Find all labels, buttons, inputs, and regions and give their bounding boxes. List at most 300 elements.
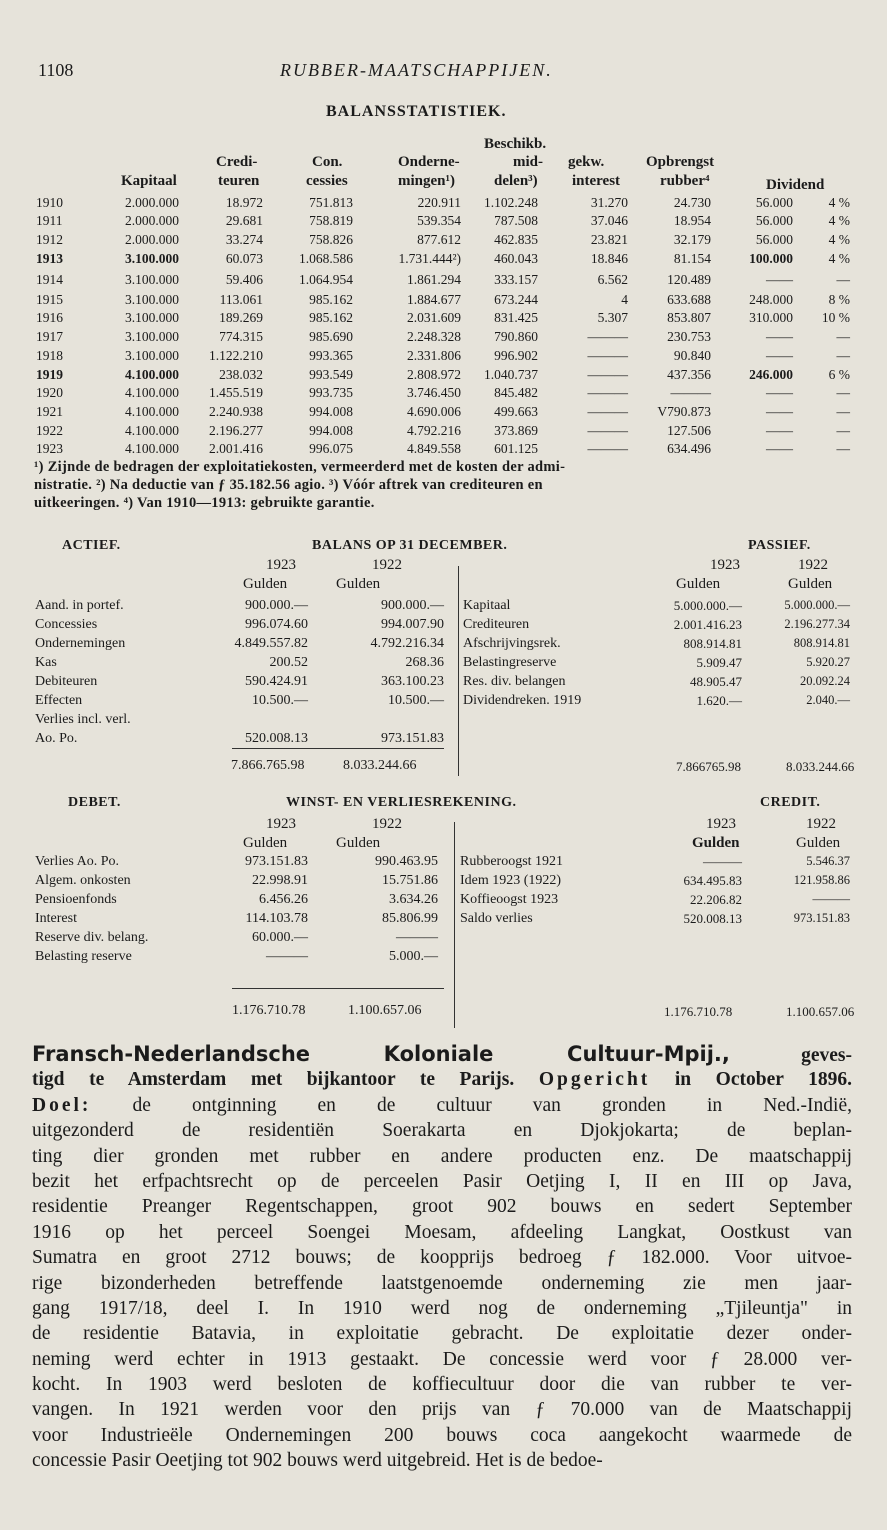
winst-unit-1: Gulden	[243, 835, 288, 851]
stats-cell-year: 1922	[36, 423, 63, 438]
winst-left-value-2: ———	[396, 930, 438, 945]
stats-cell-dividend-pct: 10 %	[821, 310, 850, 325]
stats-cell-beschikb: 462.835	[494, 232, 538, 247]
stats-cell-concessies: 758.826	[309, 232, 353, 247]
winst-year-4: 1922	[806, 816, 836, 832]
stats-cell-rubber: 18.954	[673, 213, 711, 228]
actief-title: ACTIEF.	[62, 538, 121, 553]
stats-row	[0, 367, 887, 385]
winst-left-label: Interest	[35, 911, 77, 926]
winst-left-row	[0, 949, 887, 967]
balans-unit-2: Gulden	[336, 576, 381, 592]
balans-right-row	[0, 617, 887, 635]
stats-cell-interest: 5.307	[597, 310, 628, 325]
stats-cell-concessies: 994.008	[309, 423, 353, 438]
paragraph-text: geves-	[729, 1045, 852, 1066]
stats-cell-kapitaal: 4.100.000	[125, 385, 179, 400]
col-credit-1: Credi-	[216, 154, 258, 170]
balans-left-label: Effecten	[35, 693, 83, 708]
balans-right-row	[0, 655, 887, 673]
balans-right-value-2: 5.000.000.—	[784, 598, 850, 612]
stats-cell-rubber: 437.356	[667, 367, 711, 382]
stats-cell-dividend-pct: 6 %	[828, 367, 850, 382]
balans-total-right-2: 8.033.244.66	[786, 759, 855, 774]
winst-right-label: Idem 1923 (1922)	[460, 873, 562, 888]
winst-right-row	[0, 892, 887, 910]
stats-cell-dividend-amount: ——	[766, 404, 793, 419]
winst-left-value-2: 3.634.26	[389, 892, 438, 907]
balans-total-left-1: 7.866.765.98	[231, 758, 305, 773]
winst-total-left-2: 1.100.657.06	[348, 1003, 422, 1018]
stats-cell-concessies: 758.819	[309, 213, 353, 228]
stats-cell-ondernemingen: 2.808.972	[407, 367, 461, 382]
stats-row	[0, 292, 887, 310]
stats-cell-dividend-amount: 248.000	[749, 292, 793, 307]
stats-cell-ondernemingen: 1.884.677	[407, 292, 461, 307]
stats-cell-crediteuren: 2.240.938	[209, 404, 263, 419]
stats-row	[0, 329, 887, 347]
stats-cell-kapitaal: 3.100.000	[125, 272, 179, 287]
stats-cell-kapitaal: 4.100.000	[125, 423, 179, 438]
stats-cell-dividend-amount: 310.000	[749, 310, 793, 325]
balans-left-value-1: 4.849.557.82	[234, 636, 308, 651]
balans-right-label: Afschrijvingsrek.	[463, 636, 561, 651]
debet-title: DEBET.	[68, 795, 121, 810]
winst-right-value-2: 5.546.37	[806, 854, 850, 868]
stats-cell-rubber: ———	[670, 385, 711, 400]
stats-cell-beschikb: 499.663	[494, 404, 538, 419]
company-description	[32, 1042, 852, 1474]
stats-cell-dividend-amount: 246.000	[749, 367, 793, 382]
stats-cell-beschikb: 333.157	[494, 272, 538, 287]
stats-cell-ondernemingen: 2.031.609	[407, 310, 461, 325]
paragraph-text: rige bizonderheden betreffende laatstgenoemde onderneming zie men jaar-	[32, 1272, 852, 1294]
balans-left-label: Aand. in portef.	[35, 598, 124, 613]
company-name: Fransch-Nederlandsche Koloniale Cultuur-Mpij.,	[32, 1042, 730, 1066]
winst-left-value-1: 60.000.—	[252, 930, 308, 945]
col-onderne-2: mingen¹)	[398, 173, 455, 189]
stats-cell-dividend-pct: —	[836, 272, 850, 287]
winst-right-value-2: 973.151.83	[793, 911, 850, 925]
stats-cell-rubber: 634.496	[667, 441, 711, 456]
winst-left-value-1: 22.998.91	[252, 873, 308, 888]
winst-left-value-1: ———	[266, 949, 308, 964]
stats-cell-beschikb: 790.860	[494, 329, 538, 344]
stats-cell-crediteuren: 2.001.416	[209, 441, 263, 456]
stats-row	[0, 251, 887, 269]
stats-cell-crediteuren: 59.406	[225, 272, 263, 287]
winst-right-label: Rubberoogst 1921	[460, 854, 564, 869]
winst-year-2: 1922	[372, 816, 402, 832]
stats-cell-year: 1914	[36, 272, 63, 287]
balans-right-label: Res. div. belangen	[463, 674, 566, 689]
winst-right-value-2: 121.958.86	[793, 873, 850, 887]
stats-cell-interest: 31.270	[590, 195, 628, 210]
stats-cell-dividend-pct: —	[836, 348, 850, 363]
stats-cell-crediteuren: 1.455.519	[209, 385, 263, 400]
stats-cell-beschikb: 831.425	[494, 310, 538, 325]
balans-left-value-2: 900.000.—	[381, 598, 444, 613]
stats-cell-dividend-pct: 4 %	[828, 213, 850, 228]
balans-right-value-1: 5.000.000.—	[673, 598, 742, 613]
winst-left-value-2: 990.463.95	[375, 854, 438, 869]
stats-cell-kapitaal: 4.100.000	[125, 404, 179, 419]
winst-left-value-1: 973.151.83	[245, 854, 308, 869]
balans-right-value-2: 2.196.277.34	[784, 617, 850, 631]
stats-cell-concessies: 994.008	[309, 404, 353, 419]
winst-right-row	[0, 873, 887, 891]
stats-cell-interest: 23.821	[590, 232, 628, 247]
stats-cell-beschikb: 1.102.248	[484, 195, 538, 210]
balans-year-3: 1923	[710, 557, 740, 573]
paragraph-text: uitgezonderd de residentiën Soerakarta en Djokjokarta; de beplan-	[32, 1120, 852, 1142]
winst-left-label: Belasting reserve	[35, 949, 132, 964]
stats-cell-year: 1919	[36, 367, 63, 382]
stats-cell-dividend-pct: —	[836, 441, 850, 456]
paragraph-text: gang 1917/18, deel I. In 1910 werd nog de onderneming „Tjileuntja" in	[32, 1297, 852, 1319]
stats-cell-rubber: 32.179	[673, 232, 711, 247]
balans-left-value-2: 994.007.90	[381, 617, 444, 632]
stats-cell-concessies: 985.690	[309, 329, 353, 344]
stats-cell-interest: 37.046	[590, 213, 628, 228]
paragraph-text: residentie Preanger Regentschappen, groot 902 bouws en sedert September	[32, 1196, 852, 1218]
winst-left-label: Reserve div. belang.	[35, 930, 149, 945]
stats-cell-year: 1920	[36, 385, 63, 400]
paragraph-text: Sumatra en groot 2712 bouws; de koopprijs bedroeg ƒ 182.000. Voor uitvoe-	[32, 1247, 852, 1269]
balans-right-value-2: 2.040.—	[806, 693, 850, 707]
stats-cell-year: 1917	[36, 329, 63, 344]
stats-cell-concessies: 996.075	[309, 441, 353, 456]
stats-cell-dividend-amount: ——	[766, 385, 793, 400]
stats-cell-interest: 6.562	[597, 272, 628, 287]
balans-left-value-1: 520.008.13	[245, 731, 308, 746]
stats-cell-kapitaal: 3.100.000	[125, 292, 179, 307]
stats-cell-beschikb: 601.125	[494, 441, 538, 456]
balans-right-row	[0, 674, 887, 692]
balans-right-label: Belastingreserve	[463, 655, 557, 670]
paragraph-text: ting dier gronden met rubber en andere producten enz. De maatschappij	[32, 1145, 852, 1167]
col-con-1: Con.	[312, 154, 343, 170]
stats-cell-rubber: 90.840	[673, 348, 711, 363]
paragraph-line	[32, 1271, 852, 1296]
stats-cell-kapitaal: 2.000.000	[125, 195, 179, 210]
balans-right-value-1: 48.905.47	[690, 674, 742, 689]
footnote-line-2: nistratie. ²) Na deductie van ƒ 35.182.56 agio. ³) Vóór aftrek van crediteuren en	[34, 477, 543, 493]
stats-cell-dividend-amount: 100.000	[749, 251, 793, 266]
stats-cell-concessies: 751.813	[309, 195, 353, 210]
stats-cell-crediteuren: 1.122.210	[209, 348, 263, 363]
stats-cell-kapitaal: 3.100.000	[125, 251, 179, 266]
stats-cell-interest: 4	[621, 292, 628, 307]
balans-right-value-1: 808.914.81	[683, 636, 742, 651]
balans-total-right-1: 7.866765.98	[676, 759, 741, 774]
stats-cell-dividend-amount: ——	[766, 329, 793, 344]
stats-cell-dividend-pct: —	[836, 404, 850, 419]
stats-cell-interest: ———	[587, 329, 628, 344]
stats-row	[0, 232, 887, 250]
balans-left-label: Ao. Po.	[35, 731, 78, 746]
stats-cell-dividend-pct: —	[836, 385, 850, 400]
stats-cell-rubber: 120.489	[667, 272, 711, 287]
winst-total-right-1: 1.176.710.78	[664, 1004, 733, 1019]
stats-row	[0, 348, 887, 366]
winst-left-label: Verlies Ao. Po.	[35, 854, 119, 869]
winst-unit-2: Gulden	[336, 835, 381, 851]
stats-cell-dividend-pct: —	[836, 423, 850, 438]
balans-left-label: Verlies incl. verl.	[35, 712, 131, 727]
winst-title: WINST- EN VERLIESREKENING.	[286, 795, 517, 810]
stats-cell-rubber: 81.154	[673, 251, 711, 266]
winst-right-value-2: ———	[812, 892, 850, 906]
paragraph-line	[32, 1169, 852, 1194]
balans-left-value-2: 268.36	[405, 655, 444, 670]
stats-row	[0, 195, 887, 213]
winst-unit-4: Gulden	[796, 835, 841, 851]
stats-cell-rubber: 127.506	[667, 423, 711, 438]
stats-cell-crediteuren: 189.269	[219, 310, 263, 325]
winst-total-rule-left	[232, 988, 444, 989]
winst-left-value-2: 5.000.—	[389, 949, 438, 964]
stats-cell-dividend-pct: 4 %	[828, 251, 850, 266]
col-dividend: Dividend	[766, 177, 825, 193]
stats-cell-dividend-amount: ——	[766, 423, 793, 438]
paragraph-line	[32, 1245, 852, 1270]
page-number: 1108	[38, 60, 74, 80]
stats-cell-concessies: 993.365	[309, 348, 353, 363]
winst-unit-3: Gulden	[692, 835, 740, 851]
paragraph-line	[32, 1067, 852, 1092]
stats-cell-year: 1910	[36, 195, 63, 210]
balans-left-row	[0, 712, 887, 730]
winst-right-value-1: ———	[703, 854, 742, 869]
stats-title: BALANSSTATISTIEK.	[326, 103, 507, 120]
paragraph-text: kocht. In 1903 werd besloten de koffiecultuur door die van rubber te ver-	[32, 1374, 852, 1396]
stats-cell-year: 1911	[36, 213, 63, 228]
col-onderne-1: Onderne-	[398, 154, 460, 170]
stats-row	[0, 213, 887, 231]
balans-right-value-2: 808.914.81	[793, 636, 850, 650]
stats-cell-dividend-amount: ——	[766, 441, 793, 456]
stats-cell-dividend-pct: —	[836, 329, 850, 344]
stats-cell-year: 1912	[36, 232, 63, 247]
balans-right-value-2: 5.920.27	[806, 655, 850, 669]
winst-right-label: Koffieoogst 1923	[460, 892, 559, 907]
winst-right-value-1: 520.008.13	[683, 911, 742, 926]
col-beschikb-2: mid-	[513, 154, 543, 170]
stats-row	[0, 404, 887, 422]
balans-year-4: 1922	[798, 557, 828, 573]
winst-year-3: 1923	[706, 816, 736, 832]
balans-left-label: Concessies	[35, 617, 98, 632]
passief-title: PASSIEF.	[748, 538, 811, 553]
stats-cell-rubber: 633.688	[667, 292, 711, 307]
stats-cell-ondernemingen: 2.248.328	[407, 329, 461, 344]
balans-right-label: Kapitaal	[463, 598, 511, 613]
balans-unit-4: Gulden	[788, 576, 833, 592]
stats-cell-dividend-amount: 56.000	[755, 195, 793, 210]
stats-cell-ondernemingen: 539.354	[417, 213, 461, 228]
credit-title: CREDIT.	[760, 795, 821, 810]
col-credit-2: teuren	[218, 173, 260, 189]
stats-cell-crediteuren: 113.061	[219, 292, 263, 307]
paragraph-line	[32, 1144, 852, 1169]
stats-cell-beschikb: 1.040.737	[484, 367, 538, 382]
stats-cell-kapitaal: 2.000.000	[125, 213, 179, 228]
winst-total-left-1: 1.176.710.78	[232, 1003, 306, 1018]
stats-cell-beschikb: 996.902	[494, 348, 538, 363]
balans-right-label: Crediteuren	[463, 617, 530, 632]
running-title: RUBBER-MAATSCHAPPIJEN.	[280, 60, 553, 80]
stats-cell-kapitaal: 4.100.000	[125, 367, 179, 382]
col-con-2: cessies	[306, 173, 348, 189]
stats-cell-crediteuren: 2.196.277	[209, 423, 263, 438]
paragraph-line	[32, 1321, 852, 1346]
balans-left-row	[0, 731, 887, 749]
balans-right-value-1: 5.909.47	[696, 655, 742, 670]
paragraph-text: de ontginning en de cultuur van gronden in Ned.-Indië,	[91, 1094, 852, 1116]
balans-left-value-2: 363.100.23	[381, 674, 444, 689]
stats-row	[0, 441, 887, 459]
balans-left-label: Kas	[35, 655, 57, 670]
winst-left-label: Pensioenfonds	[35, 892, 117, 907]
stats-cell-interest: ———	[587, 348, 628, 363]
balans-left-value-1: 200.52	[269, 655, 308, 670]
paragraph-text: concessie Pasir Oeetjing tot 902 bouws werd uitgebreid. Het is de bedoe-	[32, 1450, 603, 1472]
stats-cell-interest: 18.846	[590, 251, 628, 266]
paragraph-line	[32, 1093, 852, 1118]
winst-left-value-1: 6.456.26	[259, 892, 308, 907]
stats-cell-crediteuren: 18.972	[225, 195, 263, 210]
stats-cell-crediteuren: 774.315	[219, 329, 263, 344]
balans-unit-1: Gulden	[243, 576, 288, 592]
stats-cell-dividend-pct: 8 %	[828, 292, 850, 307]
stats-cell-year: 1913	[36, 251, 63, 266]
winst-right-row	[0, 854, 887, 872]
balans-year-1: 1923	[266, 557, 296, 573]
stats-cell-ondernemingen: 1.861.294	[407, 272, 461, 287]
balans-left-label: Ondernemingen	[35, 636, 126, 651]
stats-cell-beschikb: 787.508	[494, 213, 538, 228]
stats-cell-year: 1923	[36, 441, 63, 456]
stats-cell-kapitaal: 3.100.000	[125, 310, 179, 325]
paragraph-text: vangen. In 1921 werden voor den prijs van ƒ 70.000 van de Maatschappij	[32, 1399, 852, 1421]
stats-cell-kapitaal: 3.100.000	[125, 348, 179, 363]
spaced-word: Opgericht	[538, 1069, 651, 1091]
winst-left-value-1: 114.103.78	[245, 911, 308, 926]
balans-left-label: Debiteuren	[35, 674, 98, 689]
stats-cell-ondernemingen: 3.746.450	[407, 385, 461, 400]
balans-right-label: Dividendreken. 1919	[463, 693, 582, 708]
balans-unit-3: Gulden	[676, 576, 721, 592]
stats-cell-ondernemingen: 877.612	[417, 232, 461, 247]
stats-cell-interest: ———	[587, 404, 628, 419]
col-kapitaal: Kapitaal	[121, 173, 177, 189]
stats-cell-interest: ———	[587, 385, 628, 400]
balans-left-value-2: 4.792.216.34	[370, 636, 444, 651]
paragraph-line	[32, 1118, 852, 1143]
stats-cell-ondernemingen: 4.690.006	[407, 404, 461, 419]
stats-cell-dividend-amount: 56.000	[755, 232, 793, 247]
winst-right-value-1: 634.495.83	[683, 873, 742, 888]
stats-cell-kapitaal: 2.000.000	[125, 232, 179, 247]
paragraph-line	[32, 1220, 852, 1245]
stats-cell-kapitaal: 4.100.000	[125, 441, 179, 456]
stats-cell-beschikb: 673.244	[494, 292, 538, 307]
balans-left-value-2: 10.500.—	[388, 693, 444, 708]
stats-cell-year: 1918	[36, 348, 63, 363]
paragraph-text: tigd te Amsterdam met bijkantoor te Parijs.	[32, 1069, 539, 1091]
winst-right-value-1: 22.206.82	[690, 892, 742, 907]
col-rubber-1: Opbrengst	[646, 154, 715, 170]
paragraph-text: bezit het erfpachtsrecht op de perceelen Pasir Oetjing I, II en III op Java,	[32, 1170, 852, 1192]
col-interest-2: interest	[572, 173, 621, 189]
stats-cell-year: 1915	[36, 292, 63, 307]
balans-left-value-1: 996.074.60	[245, 617, 308, 632]
stats-cell-dividend-pct: 4 %	[828, 232, 850, 247]
stats-cell-rubber: 853.807	[667, 310, 711, 325]
stats-cell-crediteuren: 60.073	[225, 251, 263, 266]
col-rubber-2: rubber⁴	[660, 173, 710, 189]
stats-cell-concessies: 1.068.586	[299, 251, 353, 266]
stats-cell-beschikb: 845.482	[494, 385, 538, 400]
stats-cell-ondernemingen: 2.331.806	[407, 348, 461, 363]
balans-right-row	[0, 693, 887, 711]
stats-cell-ondernemingen: 4.849.558	[407, 441, 461, 456]
winst-left-label: Algem. onkosten	[35, 873, 131, 888]
stats-cell-dividend-pct: 4 %	[828, 195, 850, 210]
stats-cell-concessies: 985.162	[309, 310, 353, 325]
spaced-word: Doel:	[32, 1094, 92, 1116]
stats-cell-concessies: 993.735	[309, 385, 353, 400]
paragraph-line	[32, 1296, 852, 1321]
stats-cell-concessies: 985.162	[309, 292, 353, 307]
winst-right-label: Saldo verlies	[460, 911, 533, 926]
stats-cell-kapitaal: 3.100.000	[125, 329, 179, 344]
paragraph-text: in October 1896.	[650, 1069, 852, 1091]
paragraph-line	[32, 1042, 852, 1067]
stats-cell-concessies: 1.064.954	[299, 272, 353, 287]
balans-title: BALANS OP 31 DECEMBER.	[312, 538, 508, 553]
stats-cell-rubber: 230.753	[667, 329, 711, 344]
footnote-line-3: uitkeeringen. ⁴) Van 1910—1913: gebruikte garantie.	[34, 495, 375, 511]
paragraph-text: voor Industrieële Ondernemingen 200 bouws coca aangekocht waarmede de	[32, 1424, 852, 1446]
stats-row	[0, 385, 887, 403]
stats-cell-year: 1921	[36, 404, 63, 419]
paragraph-text: 1916 op het perceel Soengei Moesam, afdeeling Langkat, Oostkust van	[32, 1221, 852, 1243]
stats-cell-concessies: 993.549	[309, 367, 353, 382]
stats-row	[0, 310, 887, 328]
winst-left-value-2: 85.806.99	[382, 911, 438, 926]
paragraph-line	[32, 1397, 852, 1422]
paragraph-line	[32, 1448, 852, 1473]
winst-right-row	[0, 911, 887, 929]
stats-cell-dividend-amount: ——	[766, 348, 793, 363]
balans-left-value-1: 590.424.91	[245, 674, 308, 689]
winst-total-right-2: 1.100.657.06	[786, 1004, 855, 1019]
stats-cell-ondernemingen: 1.731.444²)	[398, 251, 461, 266]
paragraph-text: neming werd echter in 1913 gestaakt. De concessie werd voor ƒ 28.000 ver-	[32, 1348, 852, 1370]
balans-year-2: 1922	[372, 557, 402, 573]
balans-right-value-2: 20.092.24	[800, 674, 850, 688]
stats-cell-interest: ———	[587, 423, 628, 438]
stats-cell-crediteuren: 33.274	[225, 232, 263, 247]
col-interest-1: gekw.	[568, 154, 605, 170]
winst-left-value-2: 15.751.86	[382, 873, 438, 888]
paragraph-line	[32, 1372, 852, 1397]
stats-cell-ondernemingen: 220.911	[417, 195, 461, 210]
balans-left-value-1: 900.000.—	[245, 598, 308, 613]
stats-cell-rubber: 24.730	[673, 195, 711, 210]
